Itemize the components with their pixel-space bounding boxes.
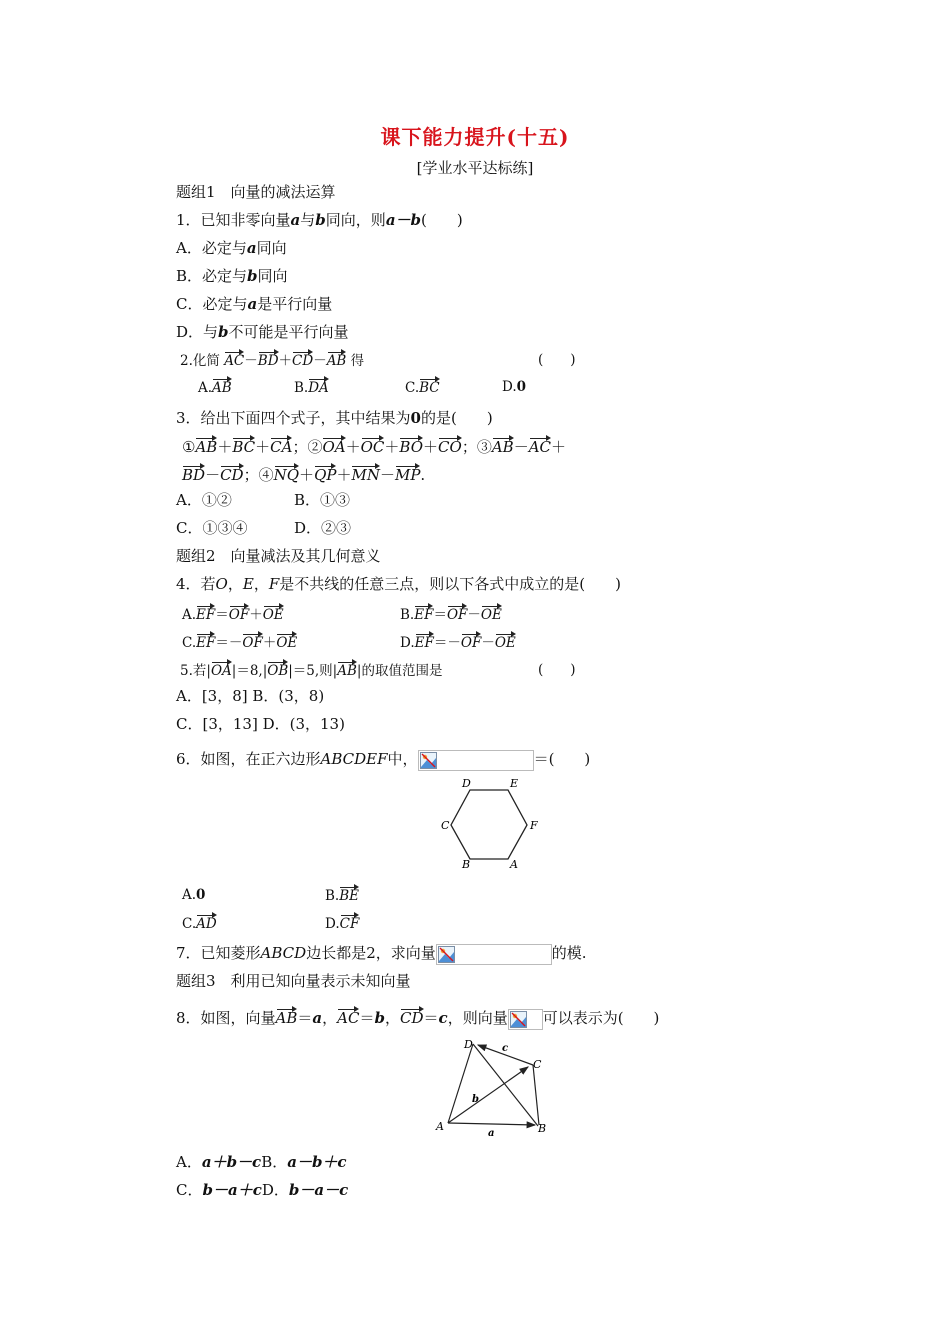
question-2-stem: 2.化简 AC－BD＋CD－AB 得 — [180, 350, 364, 371]
question-6-option-d: D.CF — [325, 913, 359, 934]
hexagon-figure — [430, 773, 550, 873]
question-3-option-c: C．①③④ — [176, 519, 248, 537]
question-3-option-d: D．②③ — [294, 519, 352, 537]
hexagon-label-c: C — [441, 819, 450, 832]
question-1-option-a: A．必定与a同向 — [176, 239, 287, 257]
question-1-stem: 1．已知非零向量a与b同向，则a－b( ) — [176, 211, 463, 229]
figure-label-a: A — [436, 1120, 444, 1133]
question-6-stem: 6．如图，在正六边形ABCDEF中， ＝( ) — [176, 749, 590, 771]
segment-cb — [533, 1065, 539, 1125]
segment-db — [473, 1044, 538, 1126]
broken-image-placeholder — [436, 944, 552, 965]
question-3-option-a: A．①② — [176, 491, 232, 509]
question-4-option-c: C.EF＝－OF＋OE — [182, 632, 297, 653]
vector-ac-b — [448, 1067, 528, 1123]
broken-image-icon — [420, 752, 437, 769]
question-3-stem: 3．给出下面四个式子，其中结果为0的是( ) — [176, 409, 493, 427]
question-1-option-c: C．必定与a是平行向量 — [176, 295, 333, 313]
question-6-option-c: C.AD — [182, 913, 217, 934]
question-4-option-d: D.EF＝－OF－OE — [400, 632, 516, 653]
figure-label-c: C — [533, 1058, 542, 1071]
question-2-option-b: B.DA — [294, 377, 329, 398]
group-2-heading: 题组2 向量减法及其几何意义 — [176, 547, 381, 565]
question-8-stem: 8．如图，向量AB＝a，AC＝b，CD＝c，则向量 可以表示为( ) — [176, 1007, 659, 1030]
question-2-option-a: A.AB — [198, 377, 232, 398]
question-2-paren: ( ) — [538, 352, 576, 368]
figure-label-a-vector: a — [488, 1128, 495, 1139]
broken-image-icon — [510, 1011, 527, 1028]
hexagon-outline — [451, 790, 527, 859]
figure-label-c-vector: c — [502, 1043, 509, 1054]
question-3-expressions-line-2: BD－CD；④NQ＋QP＋MN－MP. — [182, 466, 426, 484]
page-subtitle: [学业水平达标练] — [416, 159, 534, 177]
question-6-option-b: B.BE — [325, 885, 359, 906]
group-1-heading: 题组1 向量的减法运算 — [176, 183, 336, 201]
question-4-stem: 4．若O，E，F是不共线的任意三点，则以下各式中成立的是( ) — [176, 575, 621, 593]
vector-ab-a — [448, 1123, 535, 1125]
hexagon-label-a: A — [510, 858, 518, 871]
quadrilateral-figure — [430, 1035, 560, 1143]
group-3-heading: 题组3 利用已知向量表示未知向量 — [176, 972, 411, 990]
question-5-options-cd: C．[3，13] D．(3，13) — [176, 715, 345, 733]
figure-label-d: D — [464, 1038, 473, 1051]
question-4-option-a: A.EF＝OF＋OE — [182, 604, 284, 625]
question-5-stem: 5.若|OA|＝8,|OB|＝5,则|AB|的取值范围是 — [180, 660, 442, 681]
hexagon-label-e: E — [510, 777, 519, 790]
question-3-expressions-line-1: ①AB＋BC＋CA；②OA＋OC＋BO＋CO；③AB－AC＋ — [182, 438, 567, 456]
question-8-options-cd: C．b－a＋cD．b－a－c — [176, 1181, 349, 1199]
hexagon-label-b: B — [462, 858, 471, 871]
hexagon-label-f: F — [530, 819, 538, 832]
question-8-options-ab: A．a＋b－cB．a－b＋c — [176, 1153, 347, 1171]
question-1-option-d: D．与b不可能是平行向量 — [176, 323, 349, 341]
question-4-option-b: B.EF＝OF－OE — [400, 604, 502, 625]
figure-label-b-vector: b — [472, 1094, 479, 1105]
hexagon-label-d: D — [462, 777, 471, 790]
figure-label-b: B — [538, 1122, 547, 1135]
question-7-stem: 7．已知菱形ABCD边长都是2，求向量 的模. — [176, 943, 587, 965]
broken-image-placeholder — [508, 1009, 543, 1030]
segment-ad — [448, 1044, 473, 1123]
question-5-paren: ( ) — [538, 662, 576, 678]
broken-image-placeholder — [418, 750, 534, 771]
question-3-option-b: B．①③ — [294, 491, 351, 509]
question-5-options-ab: A．[3，8] B．(3，8) — [176, 687, 325, 705]
page-title: 课下能力提升(十五) — [380, 125, 570, 149]
question-1-option-b: B．必定与b同向 — [176, 267, 288, 285]
question-2-option-d: D.0 — [502, 379, 527, 395]
question-6-option-a: A.0 — [182, 887, 206, 903]
broken-image-icon — [438, 946, 455, 963]
question-2-option-c: C.BC — [405, 377, 440, 398]
